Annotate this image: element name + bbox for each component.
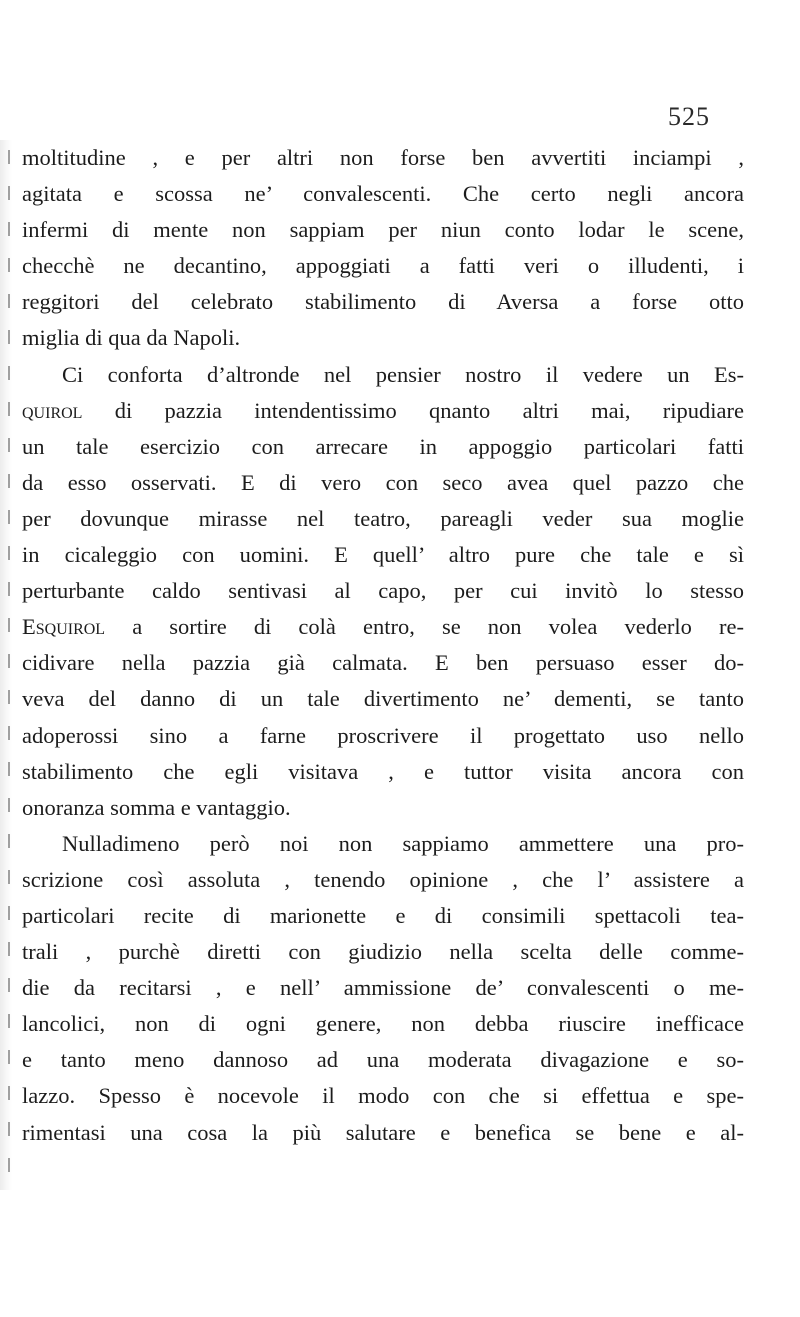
text-line: un tale esercizio con arrecare in appoggio particolari fatti [22, 433, 744, 459]
text-line: da esso osservati. E di vero con seco avea quel pazzo che [22, 469, 744, 495]
text-line: agitata e scossa ne’ convalescenti. Che certo negli ancora [22, 181, 744, 207]
text-line: reggitori del celebrato stabilimento di Aversa a forse otto [22, 289, 744, 315]
text-line: lazzo. Spesso è nocevole il modo con che si effettua e spe- [22, 1083, 744, 1109]
text-line: particolari recite di marionette e di consimili spettacoli tea- [22, 902, 744, 928]
text-line: moltitudine , e per altri non forse ben avvertiti inciampi , [22, 145, 744, 170]
text-line: lancolici, non di ogni genere, non debba riuscire inefficace [22, 1011, 744, 1037]
body-text [22, 140, 744, 1151]
text-line: e tanto meno dannoso ad una moderata divagazione e so- [22, 1047, 744, 1073]
page-number: 525 [668, 102, 710, 131]
author-name: quirol [22, 397, 83, 423]
author-name: Esquirol [22, 614, 106, 640]
text-line: perturbante caldo sentivasi al capo, per cui invitò lo stesso [22, 578, 744, 604]
text-line: miglia di qua da Napoli. [22, 325, 241, 351]
text-line [22, 393, 744, 429]
binding-gutter [0, 140, 12, 1190]
text-line: trali , purchè diretti con giudizio nella scelta delle comme- [22, 939, 744, 965]
text-line: Nulladimeno però noi non sappiamo ammettere una pro- [62, 830, 744, 856]
text-line: die da recitarsi , e nell’ ammissione de’ convalescenti o me- [22, 975, 744, 1001]
text-line: scrizione così assoluta , tenendo opinione , che l’ assistere a [22, 866, 744, 892]
line-suffix: di pazzia intendentissimo qnanto altri mai, ripudiare [82, 397, 744, 423]
text-line: checchè ne decantino, appoggiati a fatti veri o illudenti, i [22, 253, 744, 279]
text-line: rimentasi una cosa la più salutare e benefica se bene e al- [22, 1119, 744, 1145]
line-suffix: a sortire di colà entro, se non volea vederlo re- [105, 614, 744, 640]
binding-edge [8, 150, 10, 1180]
text-line: cidivare nella pazzia già calmata. E ben persuaso esser do- [22, 650, 744, 676]
text-line: per dovunque mirasse nel teatro, pareagli veder sua moglie [22, 505, 744, 531]
text-line: stabilimento che egli visitava , e tuttor visita ancora con [22, 758, 744, 784]
text-line: veva del danno di un tale divertimento ne’ dementi, se tanto [22, 686, 744, 712]
text-line: onoranza somma e vantaggio. [22, 794, 291, 820]
text-line: infermi di mente non sappiam per niun conto lodar le scene, [22, 217, 744, 243]
text-line: adoperossi sino a farne proscrivere il progettato uso nello [22, 722, 744, 748]
text-line [22, 609, 744, 645]
text-line: Ci conforta d’altronde nel pensier nostro il vedere un Es- [62, 361, 744, 387]
text-line: in cicaleggio con uomini. E quell’ altro pure che tale e sì [22, 542, 744, 568]
